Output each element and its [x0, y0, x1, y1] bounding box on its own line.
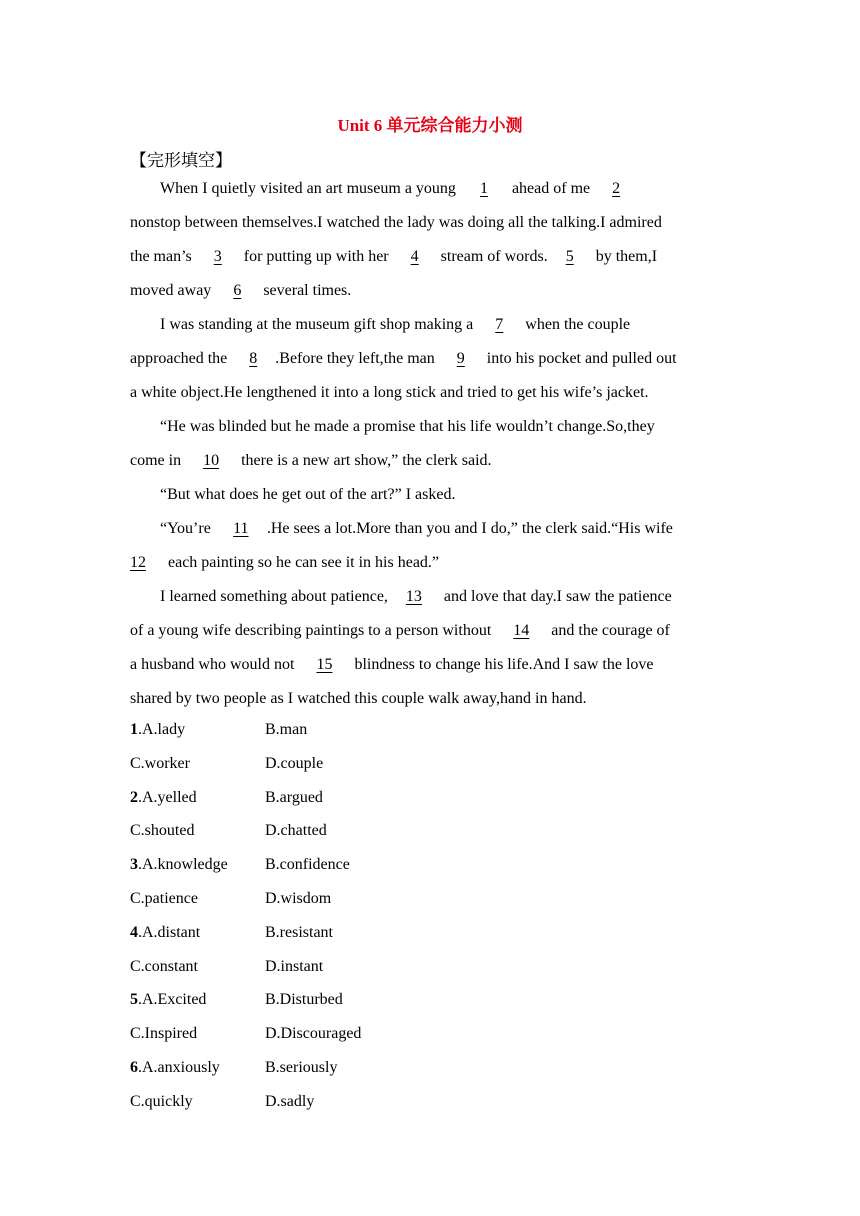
passage-line: shared by two people as I watched this couple walk away,hand in hand.	[130, 690, 587, 707]
cloze-passage	[130, 172, 730, 716]
blank-8: 8	[249, 350, 258, 367]
blank-2: 2	[612, 180, 621, 197]
passage-line: I learned something about patience, 13 and love that day.I saw the patience	[130, 580, 730, 614]
blank-6: 6	[233, 282, 242, 299]
option-row: C.quickly D.sadly	[130, 1092, 315, 1110]
blank-13: 13	[405, 588, 422, 605]
blank-15: 15	[316, 656, 333, 673]
option-row: C.patience D.wisdom	[130, 889, 332, 907]
passage-line: a husband who would not 15 blindness to change his life.And I saw the love	[130, 648, 730, 682]
passage-line: “But what does he get out of the art?” I asked.	[160, 486, 456, 503]
option-row: C.constant D.instant	[130, 957, 324, 975]
blank-1: 1	[479, 180, 488, 197]
blank-12: 12	[130, 554, 146, 571]
blank-5: 5	[565, 248, 574, 265]
passage-line: moved away 6 several times.	[130, 274, 730, 308]
passage-line: approached the 8 .Before they left,the man 9 into his pocket and pulled out	[130, 342, 730, 376]
option-row: C.shouted D.chatted	[130, 822, 327, 840]
passage-line: nonstop between themselves.I watched the lady was doing all the talking.I admired	[130, 214, 662, 231]
passage-line: I was standing at the museum gift shop making a 7 when the couple	[130, 308, 730, 342]
passage-line: of a young wife describing paintings to a person without 14 and the courage of	[130, 614, 730, 648]
passage-line: a white object.He lengthened it into a long stick and tried to get his wife’s jacket.	[130, 384, 649, 401]
option-row: 1.A.lady B.man	[130, 721, 308, 738]
option-row: 5.A.Excited B.Disturbed	[130, 991, 343, 1009]
option-row: 2.A.yelled B.argued	[130, 788, 323, 806]
blank-11: 11	[233, 520, 249, 537]
passage-line: the man’s 3 for putting up with her 4 stream of words. 5 by them,I	[130, 240, 730, 274]
page-title: Unit 6 单元综合能力小测	[337, 116, 523, 135]
passage-line: “You’re 11 .He sees a lot.More than you and I do,” the clerk said.“His wife	[130, 512, 730, 546]
blank-4: 4	[410, 248, 419, 265]
question-options	[130, 713, 361, 1119]
option-row: 6.A.anxiously B.seriously	[130, 1058, 338, 1076]
option-row: C.Inspired D.Discouraged	[130, 1025, 362, 1043]
option-row: C.worker D.couple	[130, 754, 324, 772]
passage-line: come in 10 there is a new art show,” the clerk said.	[130, 444, 730, 478]
blank-14: 14	[513, 622, 530, 639]
blank-10: 10	[203, 452, 220, 469]
option-row: 4.A.distant B.resistant	[130, 923, 333, 941]
option-row: 3.A.knowledge B.confidence	[130, 856, 350, 874]
passage-line: “He was blinded but he made a promise that his life wouldn’t change.So,they	[160, 418, 655, 435]
blank-3: 3	[213, 248, 222, 265]
passage-line: 12 each painting so he can see it in his head.”	[130, 546, 730, 580]
blank-9: 9	[456, 350, 465, 367]
blank-7: 7	[495, 316, 504, 333]
passage-line: When I quietly visited an art museum a young 1 ahead of me 2	[130, 172, 730, 206]
section-heading: 【完形填空】	[130, 151, 232, 170]
